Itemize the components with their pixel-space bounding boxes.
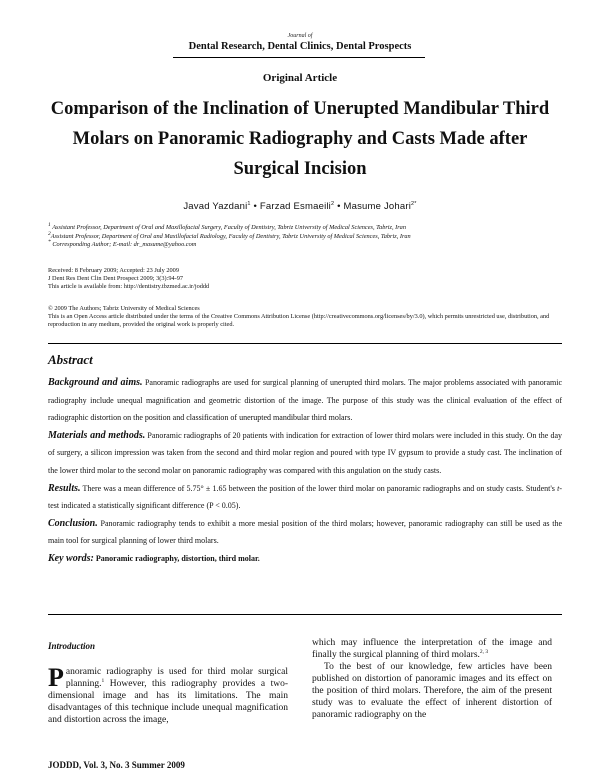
abstract-top-rule	[48, 343, 562, 344]
title-line: Comparison of the Inclination of Unerupted Mandibular Third	[50, 99, 550, 119]
author-sup: 1	[247, 200, 251, 207]
affiliation-text: Assistant Professor, Department of Oral and Maxillofacial Surgery, Faculty of Dentistry, Tabriz University of Medical Sciences, Tabriz, Iran	[50, 224, 406, 231]
abstract-heading: Abstract	[48, 352, 93, 367]
conclusion-label: Conclusion.	[48, 517, 98, 529]
received-dates: Received: 8 February 2009; Accepted: 23 July 2009	[48, 267, 179, 274]
affiliation-sup: 1	[48, 221, 51, 228]
author-name: Farzad Esmaeili	[259, 201, 331, 212]
journal-of-label: Journal of	[287, 33, 313, 39]
author-name: Masume Johari	[343, 201, 412, 212]
conclusion-text: Panoramic radiography tends to exhibit a more mesial position of the third molars; however, panoramic radiography can still be used as the main tool for surgical planning of lower third molars.	[48, 518, 562, 546]
intro-continuation	[312, 637, 552, 661]
drop-cap: P	[48, 663, 64, 692]
results-text: There was a mean difference of 5.75° ± 1.65 between the position of the lower third molar on panoramic radiographs and on study casts. Student's	[80, 483, 558, 493]
citation-sup: 2, 3	[479, 648, 489, 655]
title-line: Molars on Panoramic Radiography and Casts Made after	[72, 129, 528, 149]
methods-text: Panoramic radiographs of 20 patients with indication for extraction of lower third molars were included in this study. On the day of surgery, a silicon impression was taken from the second and third molar region and poured with type IV gypsum to provide a study cast. The inclination of the lower third molar to the second molar on panoramic radiography was compared with this angulation on the study casts.	[48, 430, 562, 475]
results-label: Results.	[48, 482, 81, 494]
methods-label: Materials and methods.	[48, 429, 146, 441]
introduction-heading: Introduction	[48, 641, 96, 651]
body-column-right	[312, 637, 552, 721]
affiliation	[48, 238, 568, 250]
affiliation	[48, 230, 568, 242]
affiliations	[48, 221, 568, 250]
journal-rule	[173, 57, 425, 58]
article-type: Original Article	[262, 72, 338, 84]
abstract-body	[48, 374, 562, 568]
keywords-text: Panoramic radiography, distortion, third molar.	[93, 553, 260, 563]
availability: This article is available from: http://dentistry.tbzmed.ac.ir/joddd	[48, 283, 210, 290]
abstract-bottom-rule	[48, 614, 562, 615]
journal-name: Dental Research, Dental Clinics, Dental Prospects	[188, 41, 412, 52]
affiliation-sup: 2	[48, 230, 51, 237]
background-label: Background and aims.	[48, 377, 143, 388]
continuation-text: which may influence the interpretation of the image and finally the surgical planning of third molars.	[312, 638, 552, 660]
author-name: Javad Yazdani	[183, 201, 248, 212]
abstract-methods	[48, 427, 562, 480]
title-line: Surgical Incision	[233, 159, 367, 179]
author-sup: 2	[331, 200, 335, 207]
abstract-background	[48, 374, 562, 427]
affiliation-text: Corresponding Author; E-mail: dr_masume@yahoo.com	[50, 241, 197, 248]
article-title	[40, 94, 560, 184]
copyright: © 2009 The Authors; Tabriz University of Medical Sciences	[48, 305, 200, 312]
body-column-left	[48, 640, 288, 726]
intro-paragraph-2: To the best of our knowledge, few articles have been published on distortion of panoramic images and its effect on the position of third molars. Therefore, the aim of the present study was to evaluate the effect of inherent distortion of panoramic radiography on the	[312, 662, 552, 720]
intro-text: anoramic radiography is used for third molar surgical planning.	[65, 667, 288, 689]
license-block	[48, 305, 568, 330]
abstract-results	[48, 480, 562, 515]
citation-sup: 1	[101, 677, 105, 684]
article-meta	[48, 267, 568, 291]
author-separator: •	[334, 201, 344, 212]
citation: J Dent Res Dent Clin Dent Prospect 2009; 3(3):94-97	[48, 275, 184, 282]
affiliation	[48, 221, 568, 233]
background-text: Panoramic radiographs are used for surgical planning of unerupted third molars. The major problems associated with panoramic radiography include unequal magnification and geometric distortion of the image. The purpose of this study was the clinical evaluation of the effect of radiographic distortion on the position and classification of unerupted mandibular third molars.	[48, 378, 562, 423]
author-sup: 2*	[411, 200, 417, 207]
license-text: This is an Open Access article distributed under the terms of the Creative Commons Attribution License (http://creativecommons.org/licenses/by/3.0), which permits unrestricted use, distribution, and reproduction in any medium, provided the original work is properly cited.	[48, 313, 550, 329]
author-list	[0, 201, 600, 212]
affiliation-sup: *	[48, 238, 51, 245]
page-footer: JODDD, Vol. 3, No. 3 Summer 2009	[48, 760, 185, 770]
abstract-keywords	[48, 550, 562, 568]
intro-text-cont: However, this radiography provides a two-dimensional image and has its limitations. The main disadvantages of this technique include unequal magnification and distortion across the image,	[48, 679, 288, 725]
author-separator: •	[250, 201, 260, 212]
abstract-conclusion	[48, 515, 562, 550]
results-t: t	[557, 483, 560, 493]
results-text-end: -test indicated a statistically significant difference (P < 0.05).	[48, 483, 562, 511]
intro-paragraph	[48, 663, 288, 726]
affiliation-text: Assistant Professor, Department of Oral and Maxillofacial Radiology, Faculty of Dentistry, Tabriz University of Medical Sciences, Tabriz, Iran	[50, 232, 411, 240]
keywords-label: Key words:	[48, 552, 94, 564]
